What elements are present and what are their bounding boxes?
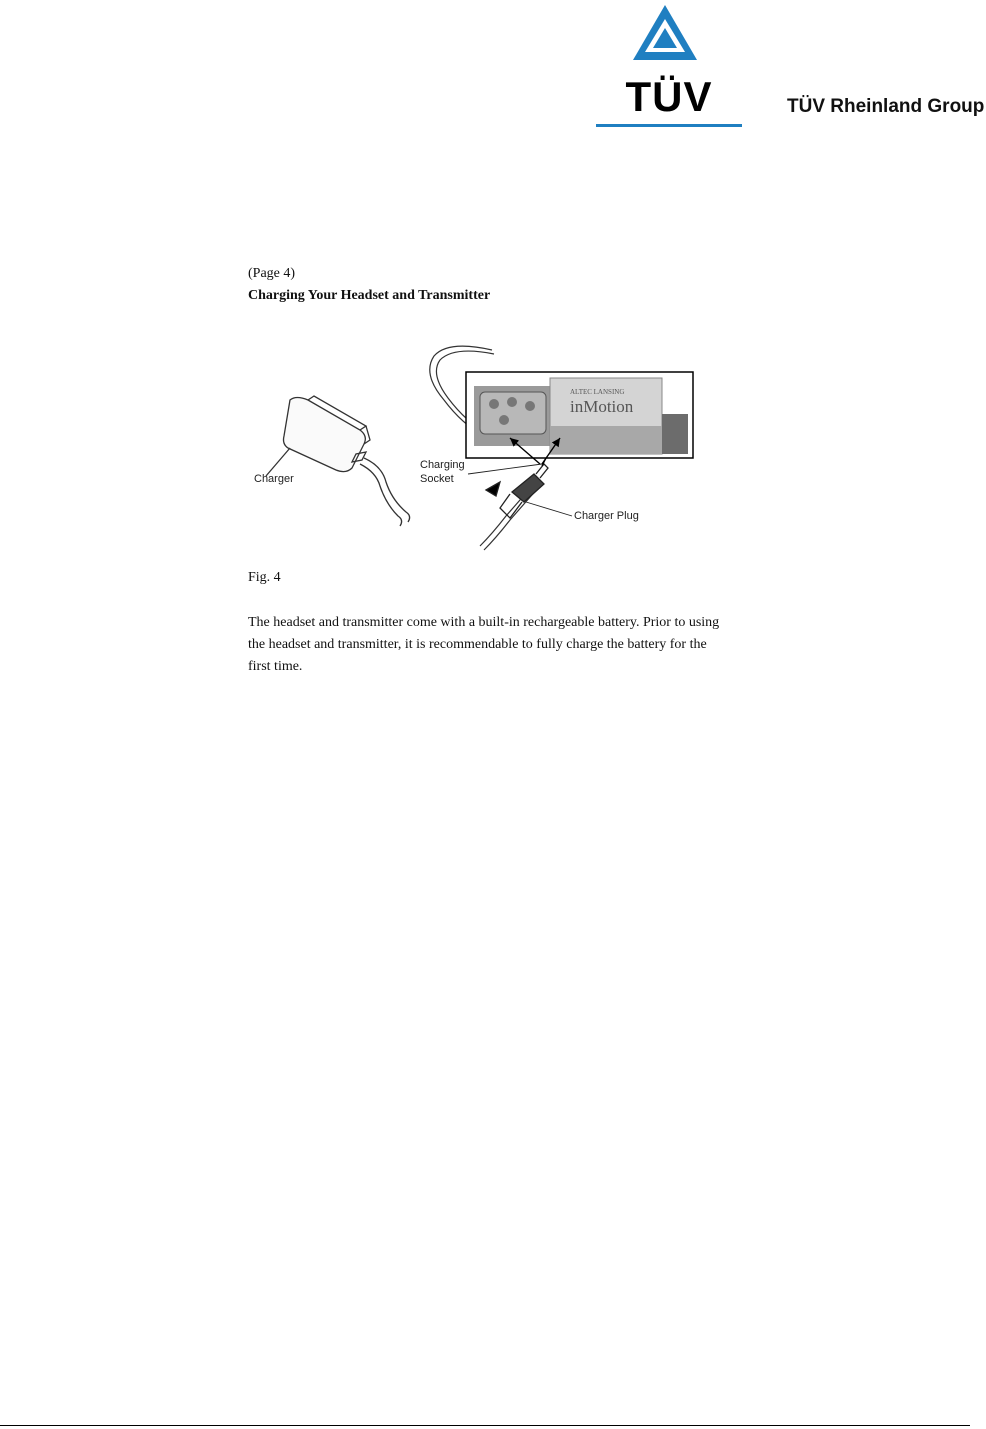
charger-plug-label: Charger Plug [574, 510, 639, 522]
charger-label: Charger [254, 473, 294, 485]
brand-text: ALTEC LANSING [570, 388, 625, 396]
body-line: the headset and transmitter, it is recommendable to fully charge the battery for the [248, 637, 707, 652]
body-line: The headset and transmitter come with a built-in rechargeable battery. Prior to using [248, 615, 720, 630]
charger-drawing [266, 396, 410, 526]
tuv-logo [596, 0, 742, 128]
charging-figure [248, 340, 696, 552]
page-reference: (Page 4) [248, 266, 296, 281]
group-name: TÜV Rheinland Group [787, 96, 985, 117]
tuv-triangle-icon [630, 2, 700, 64]
charging-socket-label-line2: Socket [420, 473, 454, 485]
logo-underline [596, 124, 742, 127]
section-heading: Charging Your Headset and Transmitter [248, 288, 491, 303]
product-text: inMotion [570, 397, 634, 416]
body-line: first time. [248, 659, 303, 674]
photo-inset [466, 372, 693, 464]
figure-caption: Fig. 4 [248, 570, 281, 585]
insert-arrow-icon [486, 482, 500, 496]
charging-socket-label-line1: Charging [420, 459, 465, 471]
footer-rule [0, 1425, 970, 1426]
logo-text: TÜV [625, 73, 713, 120]
body-paragraph [248, 612, 748, 678]
